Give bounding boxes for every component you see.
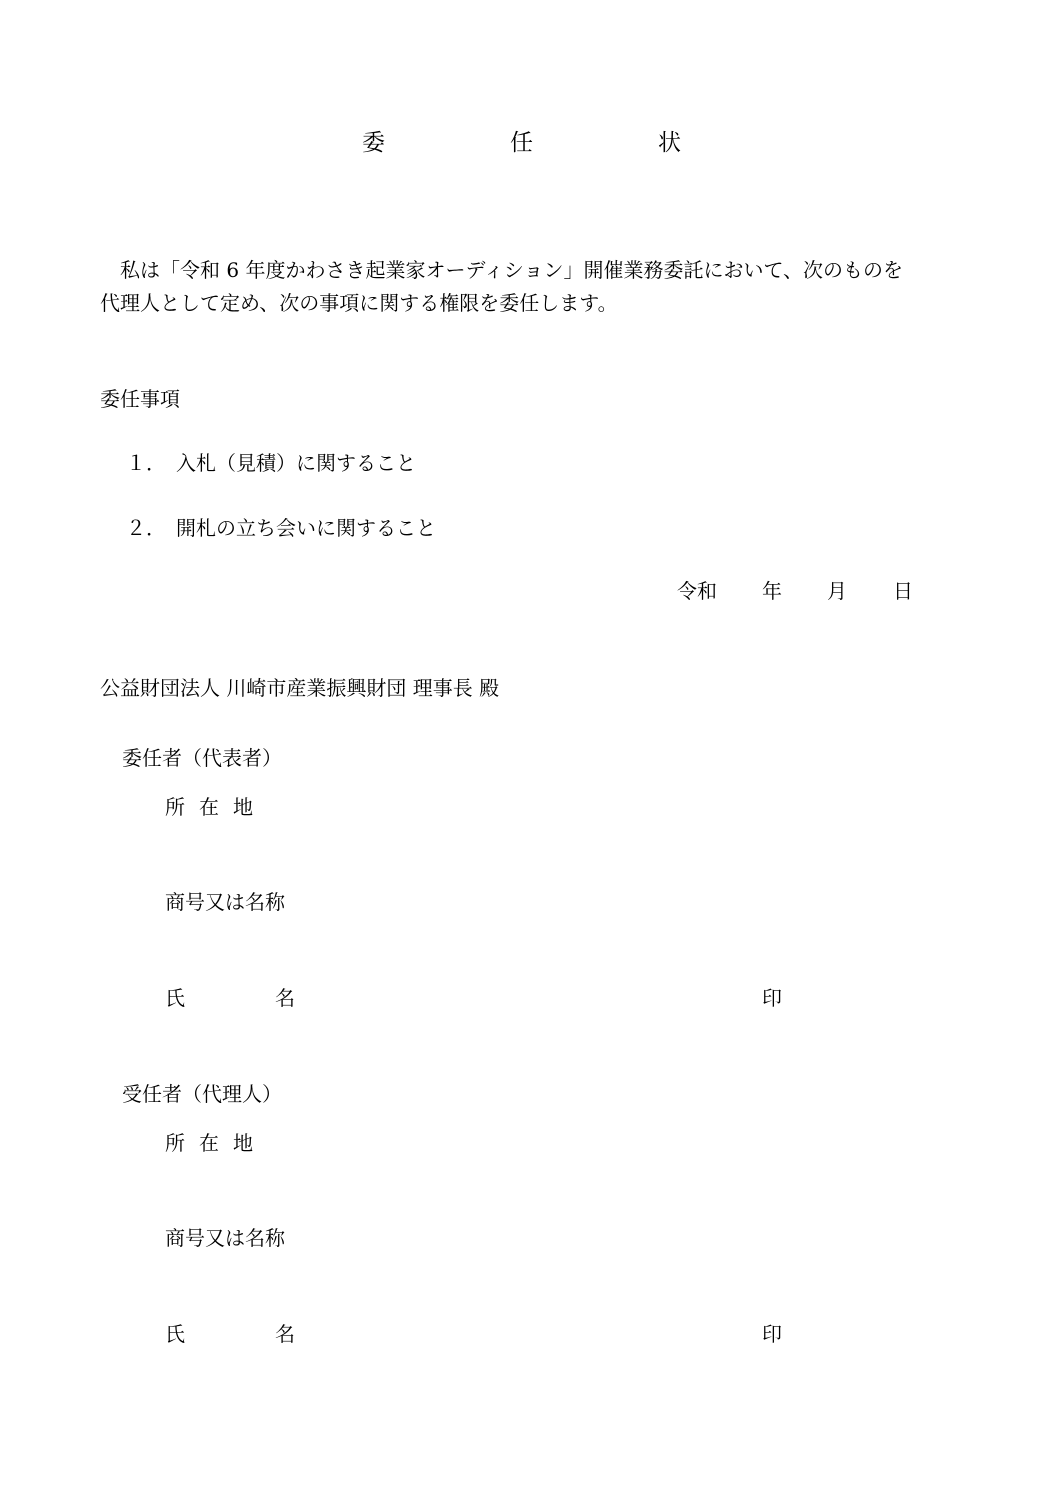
principal-company-label: 商号又は名称 [165, 890, 285, 914]
agent-heading: 受任者（代理人） [122, 1082, 282, 1106]
matter-item-text: 開札の立ち会いに関すること [176, 516, 436, 540]
addressee: 公益財団法人 川崎市産業振興財団 理事長 殿 [100, 676, 500, 700]
intro-line-2: 代理人として定め、次の事項に関する権限を委任します。 [100, 291, 618, 315]
intro-line-1: 私は「令和 6 年度かわさき起業家オーディション」開催業務委託において、次のものを [100, 258, 904, 282]
matter-item-number: ２． [126, 516, 166, 540]
document-title-char-1: 委 [362, 130, 385, 156]
principal-name-label: 氏名 [165, 986, 385, 1010]
date-year-label: 年 [762, 579, 782, 603]
principal-heading: 委任者（代表者） [122, 746, 282, 770]
agent-name-label: 氏名 [165, 1322, 385, 1346]
agent-address-label: 所在地 [165, 1131, 267, 1155]
document-title-char-2: 任 [510, 130, 533, 156]
matter-item-number: １． [126, 451, 166, 475]
principal-seal-mark: 印 [762, 986, 782, 1010]
document-title-char-3: 状 [658, 130, 681, 156]
agent-company-label: 商号又は名称 [165, 1226, 285, 1250]
principal-address-label: 所在地 [165, 795, 267, 819]
date-month-label: 月 [827, 579, 847, 603]
date-day-label: 日 [893, 579, 913, 603]
agent-seal-mark: 印 [762, 1322, 782, 1346]
matters-heading: 委任事項 [100, 387, 180, 411]
date-era: 令和 [677, 579, 717, 603]
matter-item-text: 入札（見積）に関すること [176, 451, 416, 475]
